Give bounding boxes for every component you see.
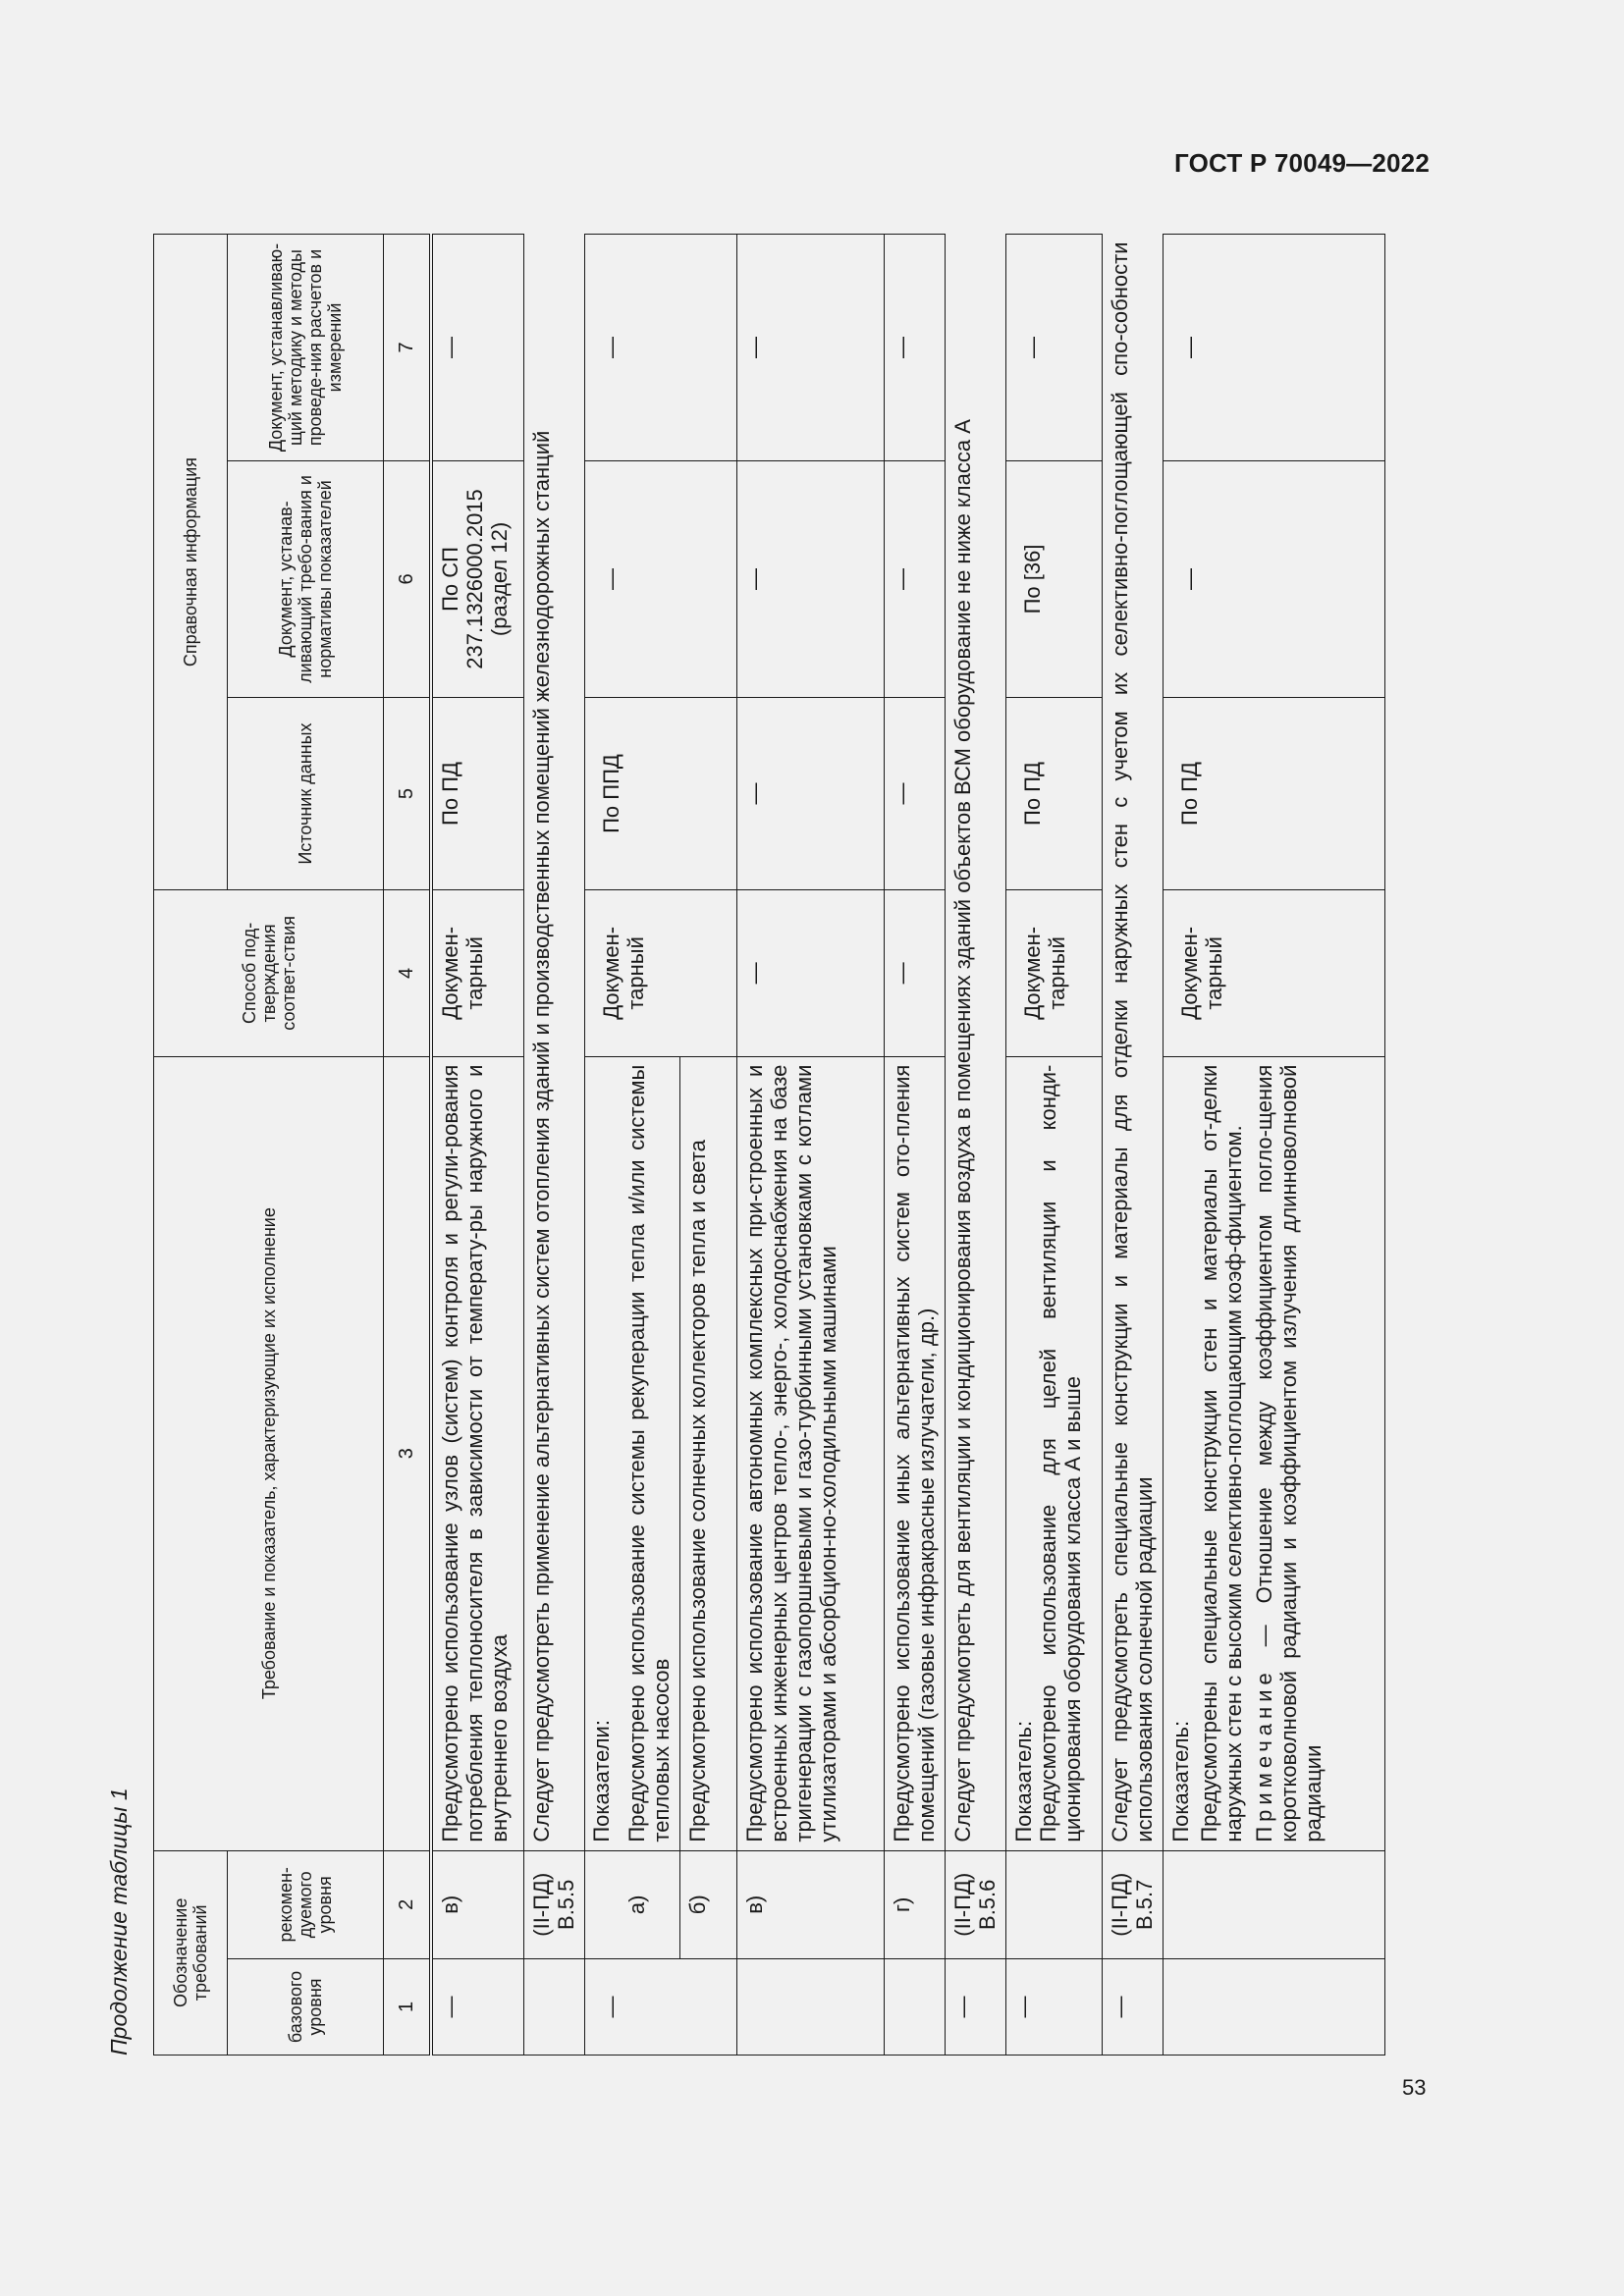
section-requirement-cell: Следует предусмотреть для вентиляции и кондиционирования воздуха в помещениях зданий объектов ВСМ оборудование не ниже класса А <box>945 235 1005 1851</box>
column-number-row <box>384 235 432 2056</box>
data-source-cell: По ППД <box>584 697 736 889</box>
table-row <box>1005 235 1102 2056</box>
requirement-header: Требование и показатель, характеризующие их исполнение <box>154 1056 384 1850</box>
confirmation-method-cell: — <box>736 890 884 1057</box>
method-document-header: Документ, устанавливаю-щий методику и методы проведе-ния расчетов и измерений <box>228 235 384 461</box>
section-row <box>1102 235 1163 2056</box>
base-level-cell <box>523 1958 584 2055</box>
requirement-text: Предусмотрено использование для целей вентиляции и конди-ционирования оборудования класса А и выше <box>1035 1064 1085 1842</box>
indicator-label-cell: Показатели: <box>584 1056 620 1850</box>
confirmation-method-cell: Докумен-тарный <box>584 890 736 1057</box>
column-number: 4 <box>384 890 432 1057</box>
data-source-cell: — <box>736 697 884 889</box>
rec-level-cell: в) <box>736 1850 884 1958</box>
column-number: 7 <box>384 235 432 461</box>
base-level-cell: — <box>584 1958 736 2055</box>
data-source-cell: — <box>884 697 945 889</box>
base-level-cell <box>1163 1958 1384 2055</box>
table-row <box>431 235 523 2056</box>
section-code-cell: (II-ПД) В.5.6 <box>945 1850 1005 1958</box>
method-document-cell: — <box>1005 235 1102 461</box>
norm-document-header: Документ, устанав-ливающий требо-вания и нормативы показателей <box>228 460 384 697</box>
document-code: ГОСТ Р 70049—2022 <box>1174 148 1430 178</box>
section-code-cell: (II-ПД) В.5.7 <box>1102 1850 1163 1958</box>
confirmation-method-cell: — <box>884 890 945 1057</box>
rec-level-cell: г) <box>884 1850 945 1958</box>
rec-level-cell <box>584 1850 620 1958</box>
column-number: 1 <box>384 1958 432 2055</box>
requirement-cell: Предусмотрено использование солнечных коллекторов тепла и света <box>679 1056 736 1850</box>
confirmation-method-cell: Докумен-тарный <box>1163 890 1384 1057</box>
base-level-cell: — <box>1102 1958 1163 2055</box>
base-level-header: базового уровня <box>228 1958 384 2055</box>
reference-info-header: Справочная информация <box>154 235 228 890</box>
base-level-cell <box>736 1958 884 2055</box>
column-number: 5 <box>384 697 432 889</box>
method-document-cell: — <box>584 235 736 461</box>
requirement-text: Предусмотрены специальные конструкции стен и материалы от-делки наружных стен с высоким селективно-поглощающим коэф-фициентом. <box>1196 1064 1246 1842</box>
confirmation-method-cell: Докумен-тарный <box>431 890 523 1057</box>
indicator-label: Показатель: <box>1167 1720 1193 1842</box>
requirement-cell: Предусмотрено использование узлов (систем) контроля и регули-рования потребления теплоносителя в зависимости от температу-ры наружного и внутреннего воздуха <box>431 1056 523 1850</box>
column-number: 6 <box>384 460 432 697</box>
base-level-cell: — <box>945 1958 1005 2055</box>
rotated-table-area <box>106 230 1422 2056</box>
table-row <box>584 235 620 2056</box>
table-row <box>736 235 884 2056</box>
indicator-label: Показатель: <box>1010 1720 1036 1842</box>
base-level-cell: — <box>1005 1958 1102 2055</box>
base-level-cell <box>884 1958 945 2055</box>
header-row-1 <box>154 235 228 2056</box>
rec-level-cell: в) <box>431 1850 523 1958</box>
method-document-cell: — <box>1163 235 1384 461</box>
column-number: 2 <box>384 1850 432 1958</box>
requirement-cell: Предусмотрено использование системы рекуперации тепла и/или системы тепловых насосов <box>620 1056 680 1850</box>
page-number: 53 <box>1402 2075 1427 2100</box>
confirmation-method-cell: Докумен-тарный <box>1005 890 1102 1057</box>
note <box>1252 1065 1326 1842</box>
note-label: Примечание <box>1251 1668 1276 1842</box>
method-document-cell: — <box>431 235 523 461</box>
norm-document-cell: — <box>884 460 945 697</box>
designation-group-header: Обозначение требований <box>154 1850 228 2055</box>
data-source-header: Источник данных <box>228 697 384 889</box>
data-source-cell: По ПД <box>1163 697 1384 889</box>
norm-document-cell: По СП 237.1326000.2015 (раздел 12) <box>431 460 523 697</box>
data-source-cell: По ПД <box>431 697 523 889</box>
table-continuation-label: Продолжение таблицы 1 <box>106 1788 132 2056</box>
section-requirement-cell: Следует предусмотреть специальные конструкции и материалы для отделки наружных стен с учетом их селективно-поглощающей спо-собности использования солнечной радиации <box>1102 235 1163 1851</box>
section-row <box>945 235 1005 2056</box>
requirements-table <box>153 234 1385 2056</box>
column-number: 3 <box>384 1056 432 1850</box>
method-document-cell: — <box>884 235 945 461</box>
requirement-cell: Предусмотрено использование иных альтернативных систем ото-пления помещений (газовые инфракрасные излучатели, др.) <box>884 1056 945 1850</box>
norm-document-cell: — <box>736 460 884 697</box>
requirement-cell: Предусмотрено использование автономных комплексных при-строенных и встроенных инженерных центров тепло-, энерго-, холодоснабжения на базе тригенерации с газопоршневыми и газо-турбинными установками с котлами утилизаторами и абсорбцион-но-холодильными машинами <box>736 1056 884 1850</box>
rec-level-cell <box>1005 1850 1102 1958</box>
table-row <box>884 235 945 2056</box>
note-text: — Отношение между коэффициентом погло-щения коротковолновой радиации и коэффициентом излучения длинноволновой радиации <box>1251 1064 1326 1842</box>
data-source-cell: По ПД <box>1005 697 1102 889</box>
base-level-cell: — <box>431 1958 523 2055</box>
requirement-cell <box>1163 1056 1384 1850</box>
table-row <box>1163 235 1384 2056</box>
section-row <box>523 235 584 2056</box>
rec-level-cell <box>1163 1850 1384 1958</box>
method-document-cell: — <box>736 235 884 461</box>
requirement-cell <box>1005 1056 1102 1850</box>
rec-level-cell: а) <box>620 1850 680 1958</box>
norm-document-cell: По [36] <box>1005 460 1102 697</box>
rec-level-cell: б) <box>679 1850 736 1958</box>
section-code-cell: (II-ПД) В.5.5 <box>523 1850 584 1958</box>
norm-document-cell: — <box>1163 460 1384 697</box>
norm-document-cell: — <box>584 460 736 697</box>
section-requirement-cell: Следует предусмотреть применение альтернативных систем отопления зданий и производственных помещений железнодорожных станций <box>523 235 584 1851</box>
confirmation-method-header: Способ под-тверждения соответ-ствия <box>154 890 384 1057</box>
recommended-level-header: рекомен-дуемого уровня <box>228 1850 384 1958</box>
